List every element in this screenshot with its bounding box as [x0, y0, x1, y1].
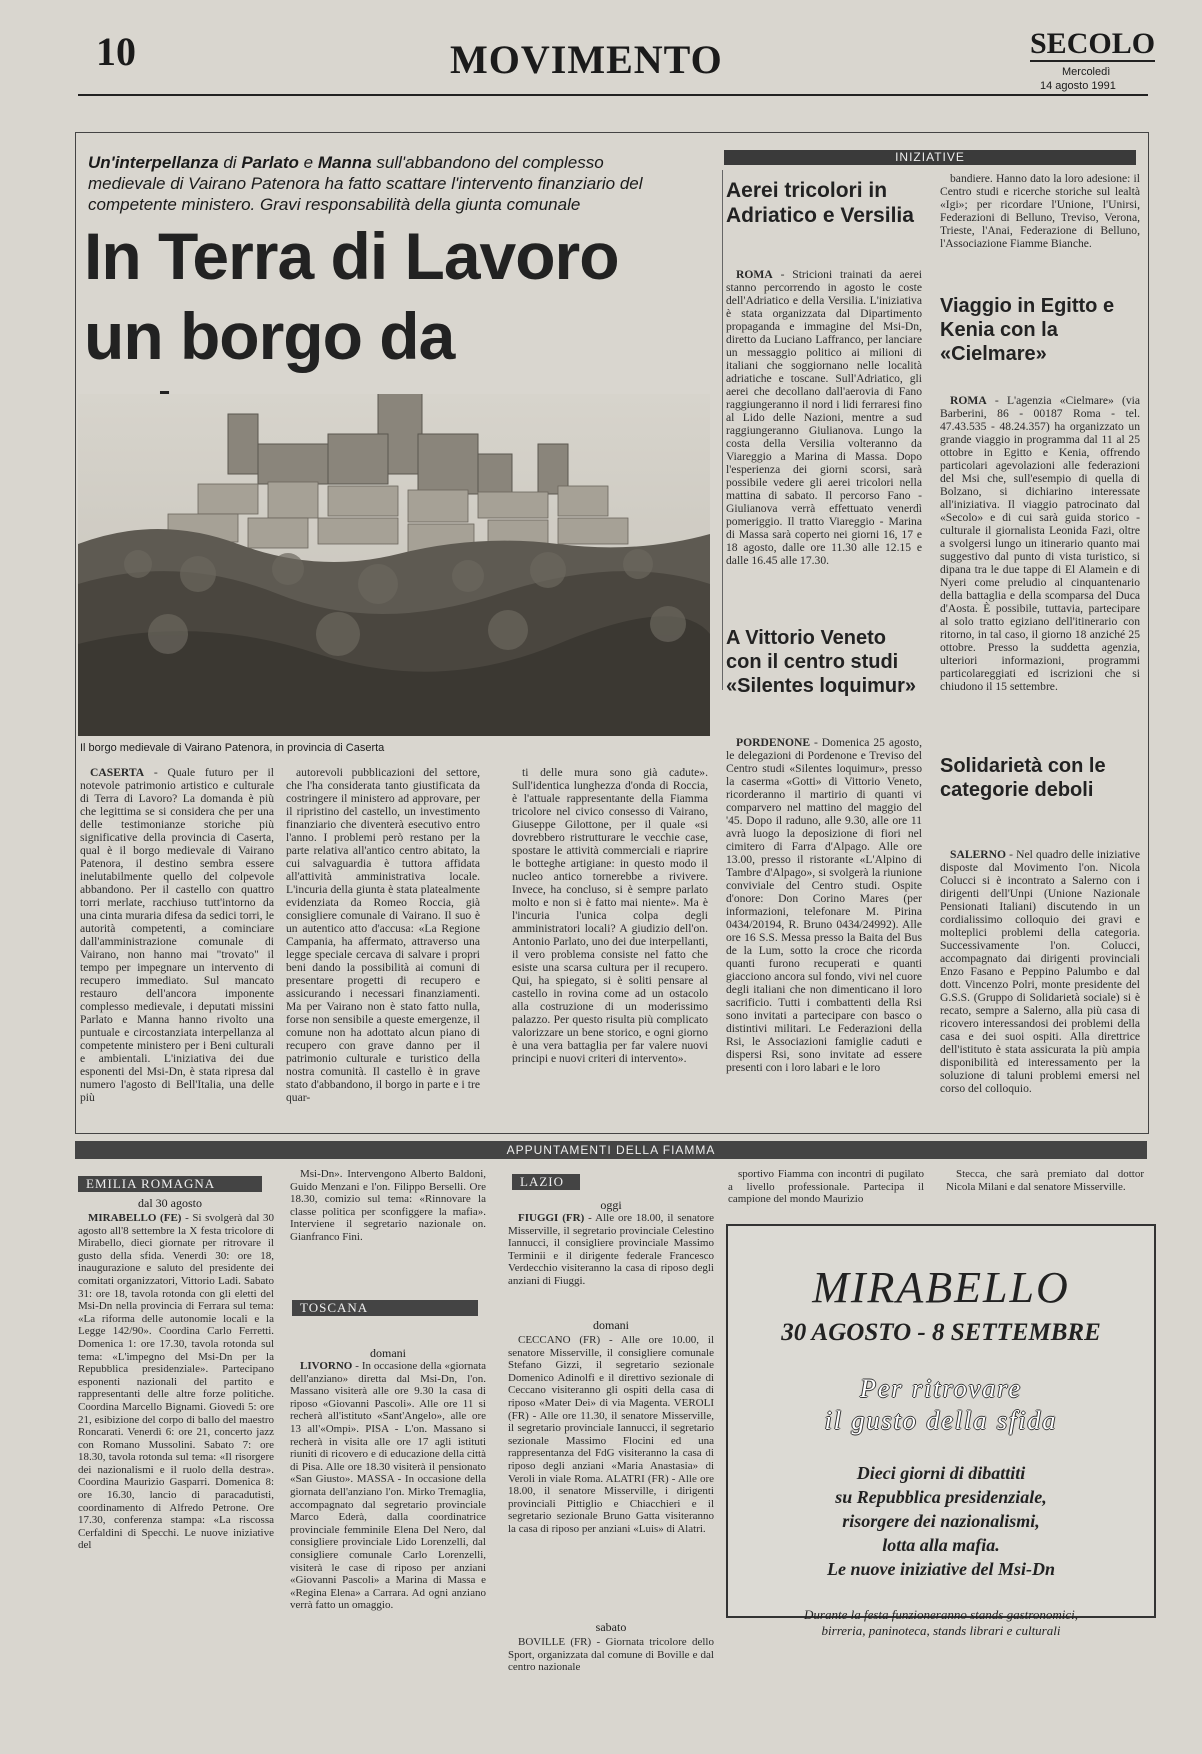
iniziative-article-1-text: - Stricioni trainati da aerei stanno percorrendo in agosto le coste dell'Adriatico e della Versilia. L'iniziativa è stata organizzata dal Dipartimento propaganda e immagine del Msi-Dn, diretto da Luciano Laffranco, per lanciare un messaggio politico ai milioni di italiani che soggiornano nelle località adriatiche e toscane. Sull'Adriatico, gli aerei che decollano dall'aerovia di Fano raggiungeranno il nord i lidi ferraresi fino al Lido delle Nazioni, mentre a sud raggiungeranno Giulianova. Lungo la costa della Versilia volteranno da Viareggio a Marina di Massa. Dopo l'esperienza dei giorni scorsi, sarà possibile vedere gli aerei tricolori nella mattina di sabato. Il percorso Fano - Giulianova verrà effettuato venerdì pomeriggio. Il tratto Viareggio - Marina di Massa sarà coperto nei giorni 16, 17 e 18 agosto, dalle ore 11.30 alle 12.15 e dalle 16.45 alle 17.30.	[726, 268, 922, 567]
dateline-roma-2: ROMA	[950, 394, 987, 407]
article-column-2	[286, 766, 480, 1104]
photo-caption: Il borgo medievale di Vairano Patenora, in provincia di Caserta	[80, 742, 385, 754]
advert-footer	[728, 1607, 1154, 1639]
issue-weekday: Mercoledì	[1062, 66, 1111, 78]
iniziative-title-2: A Vittorio Veneto con il centro studi «Silentes loquimur»	[726, 627, 917, 697]
issue-date: 14 agosto 1991	[1040, 80, 1116, 92]
emilia-events-text: - Si svolgerà dal 30 agosto all'8 settembre la X festa tricolore di Mirabello, dieci giornate per ritrovare il gusto della sfida. Venerdì 30: ore 18, inaugurazione e saluto del presidente dei comitati organizzatori, Vittorio Ladi. Sabato 31: ore 18, tavola rotonda con gli eletti del Msi-Dn nella provincia di Ferrara sul tema: «La riforma delle autonomie locali e la Legge 142/90». Coordina Carlo Ferretti. Domenica 1: ore 17.30, tavola rotonda sul tema: «L'impegno del Msi-Dn per la Repubblica presidenziale». Partecipano esponenti nazionali del partito e rappresentanti delle altre forze politiche. Coordina Marcello Bignami. Giovedì 5: ore 21, esibizione del corpo di ballo del maestro Roncarati. Venerdì 6: ore 21, concerto jazz con Romano Mussolini. Sabato 7: ore 18.30, tavola rotonda sul tema: «Il risorgere dei nazionalismi e il ruolo della destra». Coordina Maurizio Gasparri. Domenica 8: ore 16.30, lancio di paracadutisti, coordinamento di Alfredo Petrone. Ore 17.30, conferenza stampa: «La riscossa Cerfaldini di Specchi. Le nuove iniziative del	[78, 1212, 275, 1552]
advert-slogan	[728, 1373, 1154, 1437]
advert-line-3: risorgere dei nazionalismi,	[842, 1511, 1040, 1531]
toscana-events-text: - In occasione della «giornata dell'anziano» diretta dal Msi-Dn, l'on. Massano visiterà alle ore 9.30 la casa di riposo «Giovanni Pascoli». Alle ore 11 si recherà all'istituto «Sant'Angelo», alle ore 13 all'«Ompi». PISA - L'on. Massano si recherà in visita alle ore 17 agli istituti riuniti di ricovero e di educazione della città di Pisa. Alle ore 18.30 visiterà il pensionato «San Giusto». MASSA - In occasione della giornata dell'anziano l'on. Mirko Tremaglia, accompagnato dal segretario provinciale Marco Ederà, dalla coordinatrice provinciale femminile Elena Del Nero, dal consigliere provinciale Lido Lorenzelli, dal consigliere comunale Carlo Lorenzelli, visiterà le case di riposo per anziani «Giovanni Pascoli» a Marina di Massa e «Regina Elena» a Carrara. Ad ogni anziano verrà fatto un omaggio.	[290, 1360, 487, 1612]
column-divider	[722, 170, 723, 690]
iniziative-article-3	[940, 394, 1140, 693]
lazio-events-continued	[728, 1168, 924, 1206]
appuntamenti-bar: APPUNTAMENTI DELLA FIAMMA	[75, 1141, 1147, 1159]
emilia-events-continued-text: Msi-Dn». Intervengono Alberto Baldoni, Guido Menzani e l'on. Filippo Berselli. Ore 18.30, comizio sul tema: «Rinnovare la classe politica per sconfiggere la mafia». Interviene il segretario nazionale on. Gianfranco Fini.	[290, 1168, 486, 1243]
lazio-events	[508, 1212, 714, 1288]
lazio-events-3-text: BOVILLE (FR) - Giornata tricolore dello Sport, organizzata dal comune di Boville e dal centro nazionale	[508, 1636, 714, 1674]
lazio-events-end-text: Stecca, che sarà premiato dal dottor Nicola Milani e dal senatore Misserville.	[946, 1168, 1144, 1193]
iniziative-article-4	[940, 848, 1140, 1095]
advert-slogan-line-1: Per ritrovare	[860, 1374, 1022, 1403]
lazio-dateline: FIUGGI (FR)	[518, 1212, 585, 1224]
lazio-events-end	[946, 1168, 1144, 1193]
kicker-text-3: sull'abbandono del complesso medievale di Vairano Patenora ha fatto scattare l'intervento finanziario del competente ministero. Gravi responsabilità della giunta comunale	[88, 153, 643, 214]
advert-dates: 30 AGOSTO - 8 SETTEMBRE	[781, 1319, 1101, 1346]
toscana-day: domani	[370, 1346, 406, 1360]
mirabello-advert	[726, 1224, 1156, 1638]
emilia-day: dal 30 agosto	[138, 1196, 202, 1210]
advert-footer-line-2: birreria, paninoteca, stands librari e culturali	[821, 1623, 1061, 1638]
lazio-day-3: sabato	[595, 1620, 627, 1634]
advert-description	[728, 1461, 1154, 1581]
emilia-dateline: MIRABELLO (FE)	[88, 1212, 182, 1224]
region-lazio: LAZIO	[512, 1174, 580, 1190]
lazio-events-2-text: CECCANO (FR) - Alle ore 10.00, il senatore Misserville, il consigliere comunale Stefano Gizzi, il segretario sezionale Domenico Adinolfi e il direttivo sezionale di Ceccano visiteranno gli ospiti della casa di riposo «Mater Dei» di via Magenta. VEROLI (FR) - Alle ore 11.30, il senatore Misserville, il segretario provinciale Iannucci, il segretario sezionale Massimo Flocini ed una rappresentanza del FdG visiteranno la casa di riposo degli anziani «Maria Anastasia» di Veroli in viale Roma. ALATRI (FR) - Alle ore 18.00, il senatore Misserville, i dirigenti provinciali Pittiglio e Chiacchieri e il segretario sezionale Bruno Gatta visiteranno la casa di riposo per anziani «Luis» di Alatri.	[508, 1334, 714, 1535]
iniziative-article-2-text: - Domenica 25 agosto, le delegazioni di Pordenone e Treviso del Centro studi «Silentes loquimur», presso la caserma «Gotti» di Vittorio Veneto, ricorderanno il martirio di quanti vi comparvero nel mattino del maggio del '45. Dopo il raduno, alle 9.30, alle ore 11 avrà luogo la deposizione di fiori nel cimitero di Farra d'Alpago. Alle ore 13.00, presso il ristorante «L'Alpino di Tambre d'Alpago», si svolgerà la riunione conviviale del Centro studi. Ospite d'onore: Don Corino Mares (per informazioni, telefonare M. Pirina 0434/20194, R. Bruno 0434/24992). Alle ore 16 S.S. Messa presso la Baita del Bus de la Lum, sotto la croce che ricorda quanti furono recuperati e quanti giacciono ancora sul fondo, vivi nel cuore degli italiani che non dimenticano il loro sacrificio. Tutti i combattenti della Rsi sono invitati a partecipare con basco o distintivi militari. Le Federazioni della Rsi, le Associazioni famiglie caduti e dispersi Rsi, sono invitate ad essere presenti con i loro labari e le loro	[726, 736, 922, 1074]
headline-line-2: un borgo da	[84, 299, 455, 373]
dateline-pordenone: PORDENONE	[736, 736, 811, 749]
castle-photo	[78, 394, 710, 736]
lazio-events-3	[508, 1636, 714, 1674]
page-number: 10	[96, 29, 136, 74]
section-title: MOVIMENTO	[450, 37, 723, 82]
advert-footer-line-1: Durante la festa funzioneranno stands gastronomici,	[804, 1607, 1078, 1622]
advert-slogan-line-2: il gusto della sfida	[824, 1406, 1058, 1435]
headline-line-1: In Terra di Lavoro	[84, 219, 619, 293]
article-column-3	[512, 766, 708, 1065]
iniziative-title-1: Aerei tricolori in Adriatico e Versilia	[726, 179, 914, 227]
dateline-roma: ROMA	[736, 268, 773, 281]
header-rule	[78, 94, 1148, 96]
lazio-day-2: domani	[593, 1318, 629, 1332]
emilia-events	[78, 1212, 274, 1552]
region-emilia-romagna: EMILIA ROMAGNA	[78, 1176, 262, 1192]
toscana-events	[290, 1360, 486, 1612]
iniziative-title-3: Viaggio in Egitto e Kenia con la «Cielmare»	[940, 295, 1115, 365]
iniziative-article-4-text: - Nel quadro delle iniziative disposte dal Movimento l'on. Nicola Colucci si è incontrato a Salerno con i dirigenti dell'Unpi (Unione Nazionale Pensionati Italiani) discutendo in un cordialissimo colloquio dei gravi e molteplici problemi della categoria. Successivamente l'on. Colucci, accompagnato dai dirigenti provinciali Enzo Fasano e Peppino Palumbo e dal dott. Vincenzo Polri, monte presidente del G.S.S. (Gruppo di Solidarietà sociale) si è recato, sempre a Salerno, alla più casa di ricovero interessandosi dei problemi della casa e dei suoi ospiti. Alla direttrice dell'istituto è stata assicurata la più ampia disponibilità ed interessamento per la soluzione di taluni problemi emersi nel corso del colloquio.	[940, 848, 1140, 1095]
column-2-text: autorevoli pubblicazioni del settore, che l'ha considerata tanto giustificata da costringere il ministero ad approvare, per il ripristino del castello, un investimento finanziario che diventerà esecutivo entro l'anno. I problemi però restano per la parte relativa all'antico centro abitato, la cui salvaguardia è tuttora affidata all'attività amministrativa locale. L'incuria della giunta è stata platealmente evidenziata da Romeo Roccia, già consigliere comunale di Vairano. Il suo è un autentico atto d'accusa: «La Regione Campania, ha affermato, attraverso una legge speciale cercava di salvare i propri beni dando la possibilità ai comuni di presentare progetti di recupero e assicurando i necessari finanziamenti. Ma per Vairano non è stato fatto nulla, forse non sensibile a queste emergenze, il comune non ha adottato alcun piano di recupero con grave danno per il patrimonio culturale e turistico della nostra comunità. Il castello è in grave stato d'abbandono, il borgo in parte e i tre quar-	[286, 766, 480, 1104]
article-kicker	[88, 152, 648, 215]
advert-line-5: Le nuove iniziative del Msi-Dn	[827, 1559, 1055, 1579]
article-column-1	[80, 766, 274, 1104]
kicker-text-1: di	[218, 153, 242, 172]
lazio-events-continued-text: sportivo Fiamma con incontri di pugilato a livello professionale. Partecipa il campione del mondo Maurizio	[728, 1168, 924, 1206]
advert-line-1: Dieci giorni di dibattiti	[856, 1463, 1026, 1483]
castle-photo-illustration	[78, 394, 710, 736]
iniziative-article-3-top	[940, 172, 1140, 250]
kicker-bold-1: Un'interpellanza	[88, 153, 219, 172]
lazio-events-text: - Alle ore 18.00, il senatore Misserville, il segretario provinciale Celestino Iannucci, il consigliere provinciale Massimo Terminii e il dirigente federale Francesco Verdecchio visiteranno la casa di riposo degli anziani di Fiuggi.	[508, 1212, 715, 1287]
column-3-text: ti delle mura sono già cadute». Sull'identica lunghezza d'onda di Roccia, è l'attuale rappresentante della Fiamma tricolore nel civico consesso di Vairano, Giuseppe Gilottone, per il quale «si dovrebbero ristrutturare le vecchie case, spostare le attività commerciali e riaprire le botteghe artigiane: in questo modo il nucleo antico tornerebbe a rivivere. Invece, ha concluso, si è sempre parlato molto e non si è fatto mai niente». Ma è l'incuria l'unica colpa degli amministratori locali? A giudizio dell'on. Antonio Parlato, uno dei due interpellanti, il vero problema consiste nel fatto che esiste una scarsa cultura per il recupero. Qui, ha spiegato, si è soliti pensare al castello in rovina come ad un ostacolo alla costruzione di un moderissimo palazzo. Per questo risulta più complicato valorizzare un bene storico, e ogni giorno è una vera battaglia per far valere nuovi principi e nuovi criteri di intervento».	[512, 766, 708, 1065]
kicker-bold-2: Parlato	[241, 153, 299, 172]
toscana-dateline: LIVORNO	[300, 1360, 353, 1372]
advert-title: MIRABELLO	[812, 1263, 1070, 1312]
masthead-logo: SECOLO	[1030, 27, 1156, 60]
column-1-text: - Quale futuro per il notevole patrimonio artistico e culturale di Terra di Lavoro? La domanda è più che legittima se si considera che per una delle testimonianze storiche più significative della provincia di Caserta, qual è il borgo medievale di Vairano Patenora, il destino sembra essere inelutabilmente quello del colpevole abbandono. Per il castello con quattro torri merlate, racchiuso tutt'intorno da una cinta muraria difesa da sedici torri, le autorità competenti, a cominciare dall'amministrazione comunale di Vairano, non hanno mai "trovato" il tempo per impegnare un intervento di recupero immediato. Sul mancato restauro dell'ancora imponente complesso medievale, i deputati missini Parlato e Manna hanno rivolto una puntuale e circostanziata interpellanza al competente ministero per i Beni culturali e ambientali. L'iniziativa dei due esponenti del Msi-Dn, è stata ripresa dal numero l'agosto di Bell'Italia, una delle più	[80, 766, 274, 1104]
advert-line-4: lotta alla mafia.	[882, 1535, 1000, 1555]
iniziative-title-4: Solidarietà con le categorie deboli	[940, 755, 1106, 801]
iniziative-article-3-top-text: bandiere. Hanno dato la loro adesione: il Centro studi e ricerche storiche sul lealtà «Igi»; per ricordare l'Unione, l'Unirsi, Federazioni di Belluno, Treviso, Verona, Trieste, l'Anai, Federazione di Belluno, l'Associazione Fiamme Bianche.	[940, 172, 1140, 250]
iniziative-article-3-text: - L'agenzia «Cielmare» (via Barberini, 86 - 00187 Roma - tel. 47.43.535 - 48.24.357) ha organizzato un grande viaggio in programma dal 11 al 25 ottobre in Egitto e Kenia, offrendo particolari agevolazioni alle federazioni del Msi che, sull'esempio di quella di Bolzano, si dichiarino interessate all'iniziativa. Il viaggio patrocinato dal «Secolo» e di cui sarà guida storico - culturale il giornalista Leonida Fazi, oltre a svolgersi lungo un itinerario quanto mai suggestivo dal punto di vista turistico, si dipana tra le due tappe di El Alamein e di Nyeri come preludio al cinquantenario della battaglia e della scomparsa del Duca d'Aosta. È possibile, tuttavia, partecipare al solo tratto egiziano dell'itinerario con ritorno, in tal caso, il giorno 18 anziché 25 ottobre. Presso la suddetta agenzia, ulteriori informazioni, programmi particolareggiati ed iscrizioni che si chiudono il 15 settembre.	[940, 394, 1140, 693]
lazio-day: oggi	[600, 1198, 622, 1212]
emilia-events-continued	[290, 1168, 486, 1244]
dateline: CASERTA	[90, 766, 145, 779]
kicker-text-2: e	[298, 153, 318, 172]
lazio-events-2	[508, 1334, 714, 1536]
kicker-bold-3: Manna	[317, 153, 372, 172]
advert-line-2: su Repubblica presidenziale,	[835, 1487, 1047, 1507]
region-toscana: TOSCANA	[292, 1300, 478, 1316]
iniziative-article-1	[726, 268, 922, 567]
dateline-salerno: SALERNO	[950, 848, 1007, 861]
iniziative-article-2	[726, 736, 922, 1074]
iniziative-tag: INIZIATIVE	[724, 150, 1136, 165]
